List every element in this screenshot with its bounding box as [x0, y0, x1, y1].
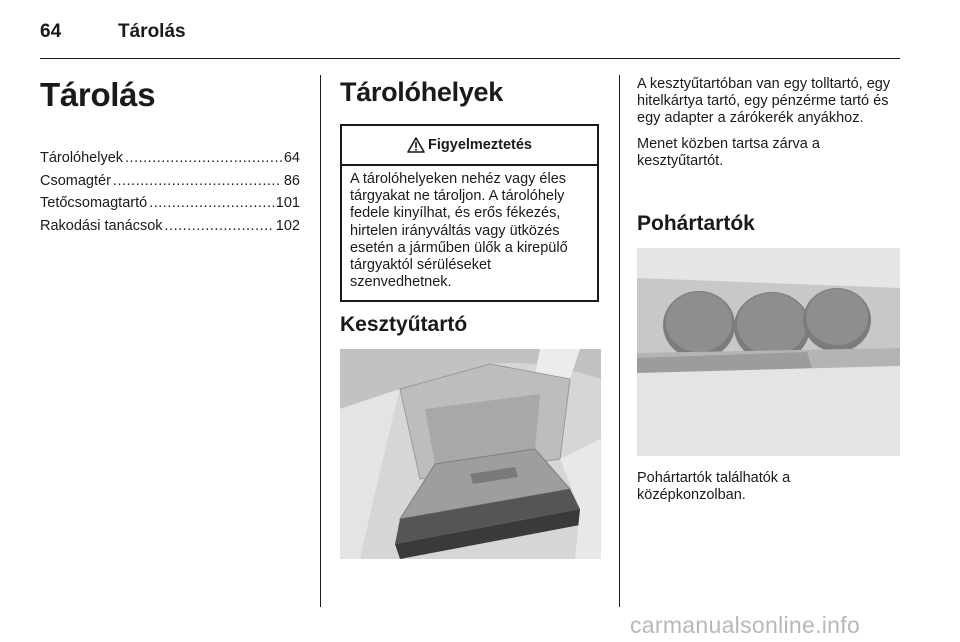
toc-entry[interactable] — [40, 218, 300, 241]
toc-leader-dots — [113, 173, 282, 189]
header-divider — [40, 58, 900, 59]
warning-header — [342, 126, 597, 166]
toc-leader-dots — [165, 218, 274, 234]
glovebox-description — [637, 76, 901, 178]
toc-entry-page: 102 — [275, 217, 300, 234]
header-title: Tárolás — [118, 21, 186, 42]
page-number: 64 — [40, 21, 62, 42]
toc-entry-label: Csomagtér — [40, 172, 111, 189]
paragraph: Menet közben tartsa zárva a kesztyűtartót. — [637, 135, 820, 169]
cupholders-caption: Pohártartók találhatók a középkonzolban. — [637, 470, 791, 504]
warning-text: A tárolóhelyeken nehéz vagy éles tárgyakat ne tároljon. A tárolóhely fedele kinyílhat, és erős fékezés, hirtelen irányváltás vagy ütközés esetén a járműben ülők a kirepülő tárgyaktól sérüléseket szenvedhetnek. — [350, 171, 568, 291]
toc-entry-page: 86 — [283, 172, 300, 189]
toc-entry-label: Tetőcsomagtartó — [40, 195, 148, 211]
cupholders-title: Pohártartók — [637, 212, 755, 235]
toc-entry[interactable] — [40, 150, 300, 173]
section-title: Tárolóhelyek — [340, 77, 503, 107]
warning-title: Figyelmeztetés — [428, 137, 532, 153]
toc-entry-page: 101 — [275, 195, 300, 211]
column-divider-1 — [320, 75, 321, 607]
toc-entry-label: Tárolóhelyek — [40, 150, 124, 166]
warning-triangle-icon — [407, 137, 425, 153]
toc-entry-label: Rakodási tanácsok — [40, 217, 163, 234]
toc-entry[interactable] — [40, 173, 300, 196]
watermark: carmanualsonline.info — [630, 612, 861, 638]
glovebox-illustration — [340, 349, 601, 559]
toc-entry-page: 64 — [283, 150, 300, 166]
table-of-contents — [40, 150, 300, 240]
toc-leader-dots — [125, 150, 282, 166]
paragraph: A kesztyűtartóban van egy tolltartó, egy hitelkártya tartó, egy pénzérme tartó és egy adapter a zárókerék anyákhoz. — [637, 76, 891, 127]
warning-box — [340, 124, 599, 302]
column-divider-2 — [619, 75, 620, 607]
cupholders-illustration — [637, 248, 900, 456]
glovebox-title: Kesztyűtartó — [340, 313, 468, 336]
toc-leader-dots — [149, 195, 274, 211]
toc-entry[interactable] — [40, 195, 300, 218]
chapter-title: Tárolás — [40, 76, 156, 113]
